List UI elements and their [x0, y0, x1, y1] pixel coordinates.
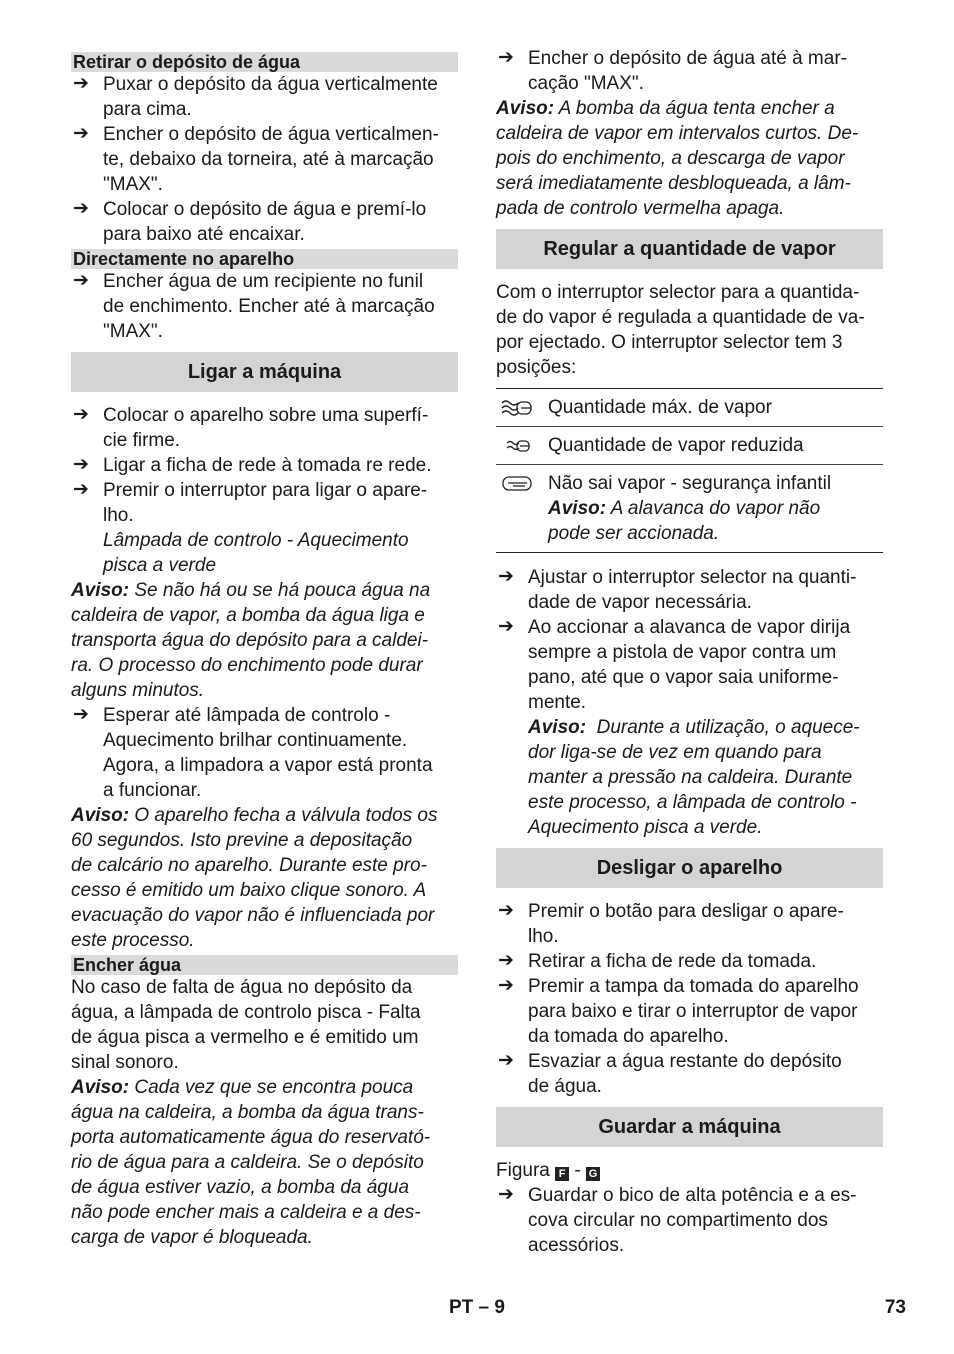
- subheading-retirar: Retirar o depósito de água: [71, 52, 458, 72]
- arrow-icon: ➔: [73, 198, 89, 219]
- page-number: 73: [884, 1297, 906, 1318]
- table-row: Quantidade de vapor reduzida: [496, 426, 883, 464]
- table-row: Não sai vapor - segurança infantil Aviso: A alavanca do vapor não pode ser accionada.: [496, 464, 883, 552]
- section-heading-ligar: Ligar a máquina: [71, 352, 458, 392]
- arrow-icon: ➔: [498, 900, 514, 921]
- arrow-icon: ➔: [498, 566, 514, 587]
- section-heading-guardar: Guardar a máquina: [496, 1107, 883, 1147]
- max-steam-icon: [496, 389, 538, 426]
- arrow-icon: ➔: [498, 1050, 514, 1071]
- arrow-icon: ➔: [73, 454, 89, 475]
- list-item: ➔ Premir o botão para desligar o apare- lho.: [498, 900, 844, 947]
- aviso-note: Aviso: Cada vez que se encontra pouca água na caldeira, a bomba da água trans- porta automaticamente água do reservató- rio de água para a caldeira. Se o depósito de água estiver vazio, a bomba da água não pode encher mais a caldeira e a des- carga de vapor é bloqueada.: [71, 1077, 431, 1248]
- arrow-icon: ➔: [498, 616, 514, 637]
- list-item: ➔ Esvaziar a água restante do depósito de água.: [498, 1050, 842, 1097]
- aviso-note: Aviso: O aparelho fecha a válvula todos os 60 segundos. Isto previne a depositação de calcário no aparelho. Durante este pro- cesso é emitido um baixo clique sonoro. A evacuação do vapor não é influenciada por este processo.: [71, 805, 438, 951]
- list-item: ➔ Colocar o depósito de água e premí-lo para baixo até encaixar.: [73, 198, 427, 245]
- arrow-icon: ➔: [73, 404, 89, 425]
- subheading-encher: Encher água: [71, 955, 458, 975]
- arrow-icon: ➔: [73, 123, 89, 144]
- aviso-note: Aviso: Se não há ou se há pouca água na caldeira de vapor, a bomba da água liga e transporta água do depósito para a caldei- ra. O processo do enchimento pode durar alguns minutos.: [71, 580, 431, 701]
- paragraph: No caso de falta de água no depósito da água, a lâmpada de controlo pisca - Falta de água pisca a vermelho e é emitido um sinal sonoro.: [71, 977, 421, 1073]
- child-lock-icon: [496, 465, 538, 552]
- arrow-icon: ➔: [498, 1184, 514, 1205]
- list-item: ➔ Premir o interruptor para ligar o apare- lho.: [73, 479, 428, 526]
- indicator-note: Lâmpada de controlo - Aquecimento pisca a verde: [103, 530, 409, 576]
- arrow-icon: ➔: [73, 73, 89, 94]
- list-item: ➔ Guardar o bico de alta potência e a es- cova circular no compartimento dos acessórios.: [498, 1184, 857, 1256]
- aviso-note: Aviso: Durante a utilização, o aquece- dor liga-se de vez em quando para manter a pressão na caldeira. Durante este processo, a lâmpada de controlo - Aquecimento pisca a verde.: [528, 717, 860, 838]
- list-item: ➔ Encher o depósito de água verticalmen- te, debaixo da torneira, até à marcação "MAX".: [73, 123, 439, 195]
- list-item: ➔ Retirar a ficha de rede da tomada.: [498, 950, 817, 972]
- list-item: ➔ Ao accionar a alavanca de vapor dirija sempre a pistola de vapor contra um pano, até que o vapor saia uniforme- mente.: [498, 616, 851, 713]
- paragraph: Com o interruptor selector para a quantida- de do vapor é regulada a quantidade de va- por ejectado. O interruptor selector tem 3 posições:: [496, 282, 865, 378]
- arrow-icon: ➔: [498, 950, 514, 971]
- reduced-steam-icon: [496, 427, 538, 464]
- right-column: [496, 46, 883, 1258]
- section-heading-desligar: Desligar o aparelho: [496, 848, 883, 888]
- list-item: ➔ Colocar o aparelho sobre uma superfí- cie firme.: [73, 404, 429, 451]
- list-item: ➔ Puxar o depósito da água verticalmente para cima.: [73, 73, 438, 120]
- section-heading-regular: Regular a quantidade de vapor: [496, 229, 883, 269]
- table-row: Quantidade máx. de vapor: [496, 389, 883, 426]
- list-item: ➔ Encher o depósito de água até à mar- cação "MAX".: [498, 47, 847, 94]
- list-item: ➔ Ligar a ficha de rede à tomada re rede.: [73, 454, 432, 476]
- figure-g-label: G: [586, 1167, 600, 1181]
- footer-section-label: PT – 9: [449, 1297, 505, 1318]
- figure-f-label: F: [555, 1167, 569, 1181]
- list-item: ➔ Ajustar o interruptor selector na quanti- dade de vapor necessária.: [498, 566, 857, 613]
- arrow-icon: ➔: [73, 704, 89, 725]
- subheading-directamente: Directamente no aparelho: [71, 249, 458, 269]
- arrow-icon: ➔: [498, 975, 514, 996]
- aviso-note: Aviso: A bomba da água tenta encher a caldeira de vapor em intervalos curtos. De- pois do enchimento, a descarga de vapor será imediatamente desbloqueada, a lâm- pada de controlo vermelha apaga.: [496, 98, 859, 219]
- arrow-icon: ➔: [73, 270, 89, 291]
- list-item: ➔ Premir a tampa da tomada do aparelho para baixo e tirar o interruptor de vapor da tomada do aparelho.: [498, 975, 859, 1047]
- left-column: [71, 46, 458, 1250]
- steam-settings-table: [496, 388, 883, 553]
- list-item: ➔ Encher água de um recipiente no funil de enchimento. Encher até à marcação "MAX".: [73, 270, 435, 342]
- list-item: ➔ Esperar até lâmpada de controlo - Aquecimento brilhar continuamente. Agora, a limpadora a vapor está pronta a funcionar.: [73, 704, 433, 801]
- arrow-icon: ➔: [498, 47, 514, 68]
- figure-reference: Figura F - G: [496, 1158, 883, 1183]
- arrow-icon: ➔: [73, 479, 89, 500]
